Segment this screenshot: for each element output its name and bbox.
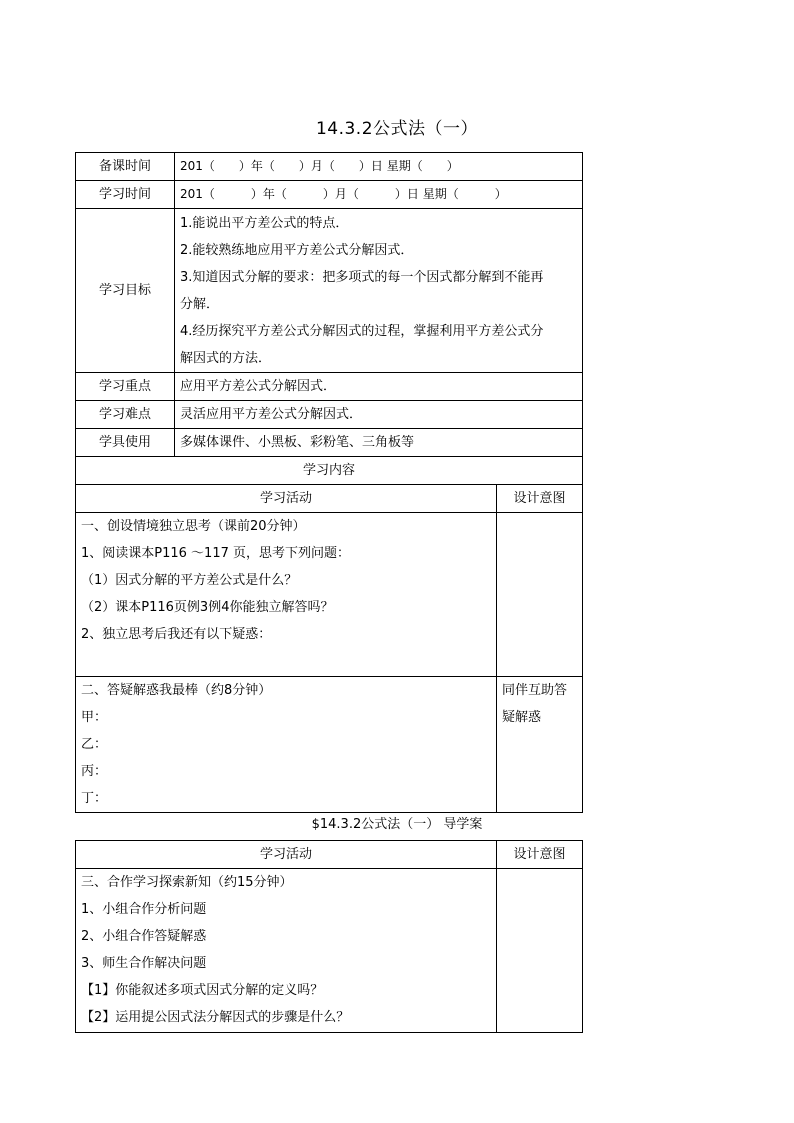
goal-line: 解因式的方法． <box>180 350 272 366</box>
prep-time-label: 备课时间 <box>76 153 175 181</box>
goal-line: 4.经历探究平方差公式分解因式的过程，掌握利用平方差公式分 <box>180 323 544 339</box>
page-title: 14.3.2公式法（一） <box>315 119 479 139</box>
goal-line: 1.能说出平方差公式的特点． <box>180 215 349 231</box>
activity-line: 2、小组合作答疑解惑 <box>81 929 207 944</box>
activity-line: （2）课本P116页例3例4你能独立解答吗？ <box>81 600 334 615</box>
section-independent-thinking <box>76 513 497 677</box>
page-footer: $14.3.2公式法（一） 导学案 <box>311 817 483 832</box>
activity-line: 甲： <box>81 710 108 725</box>
activity-line: 一、创设情境独立思考（课前20分钟） <box>81 519 306 534</box>
activity-column-header: 学习活动 <box>76 485 497 513</box>
design-intent-peer-help <box>497 677 583 813</box>
activity-line: 乙： <box>81 737 108 752</box>
tools-value: 多媒体课件、小黑板、彩粉笔、三角板等 <box>175 429 583 457</box>
lesson-info-table <box>75 152 583 485</box>
learning-goals <box>175 209 583 373</box>
study-time-label: 学习时间 <box>76 181 175 209</box>
difficulty-label: 学习难点 <box>76 401 175 429</box>
learning-content-header: 学习内容 <box>76 457 583 485</box>
key-point-label: 学习重点 <box>76 373 175 401</box>
activity-line: 3、师生合作解决问题 <box>81 956 207 971</box>
design-column-header: 设计意图 <box>497 841 583 869</box>
activity-table-1 <box>75 484 583 813</box>
activity-line: 【1】你能叙述多项式因式分解的定义吗？ <box>81 983 324 998</box>
design-line: 疑解惑 <box>502 710 542 725</box>
activity-line: 1、小组合作分析问题 <box>81 902 207 917</box>
activity-line: （1）因式分解的平方差公式是什么？ <box>81 573 298 588</box>
prep-time-value: 201（ ）年（ ）月（ ）日 星期（ ） <box>175 153 583 181</box>
activity-line: 丙： <box>81 764 108 779</box>
activity-line: 丁： <box>81 791 108 806</box>
activity-line: 三、合作学习探索新知（约15分钟） <box>81 875 293 890</box>
learning-goals-label: 学习目标 <box>76 209 175 373</box>
design-column-header: 设计意图 <box>497 485 583 513</box>
tools-label: 学具使用 <box>76 429 175 457</box>
activity-line: 1、阅读课本P116 ～117 页，思考下列问题： <box>81 546 351 561</box>
design-line: 同伴互助答 <box>502 683 568 698</box>
activity-line: 2、独立思考后我还有以下疑惑： <box>81 627 272 642</box>
activity-table-2 <box>75 840 583 1033</box>
difficulty-value: 灵活应用平方差公式分解因式． <box>175 401 583 429</box>
section-answer-questions <box>76 677 497 813</box>
activity-column-header: 学习活动 <box>76 841 497 869</box>
design-cell-empty <box>497 869 583 1033</box>
key-point-value: 应用平方差公式分解因式． <box>175 373 583 401</box>
activity-line: 【2】运用提公因式法分解因式的步骤是什么？ <box>81 1010 350 1025</box>
design-cell-empty <box>497 513 583 677</box>
goal-line: 2.能较熟练地应用平方差公式分解因式． <box>180 242 414 258</box>
study-time-value: 201（ ）年（ ）月（ ）日 星期（ ） <box>175 181 583 209</box>
goal-line: 3.知道因式分解的要求：把多项式的每一个因式都分解到不能再 <box>180 269 544 285</box>
section-cooperative-learning <box>76 869 497 1033</box>
goal-line: 分解． <box>180 296 220 312</box>
activity-line: 二、答疑解惑我最棒（约8分钟） <box>81 683 272 698</box>
